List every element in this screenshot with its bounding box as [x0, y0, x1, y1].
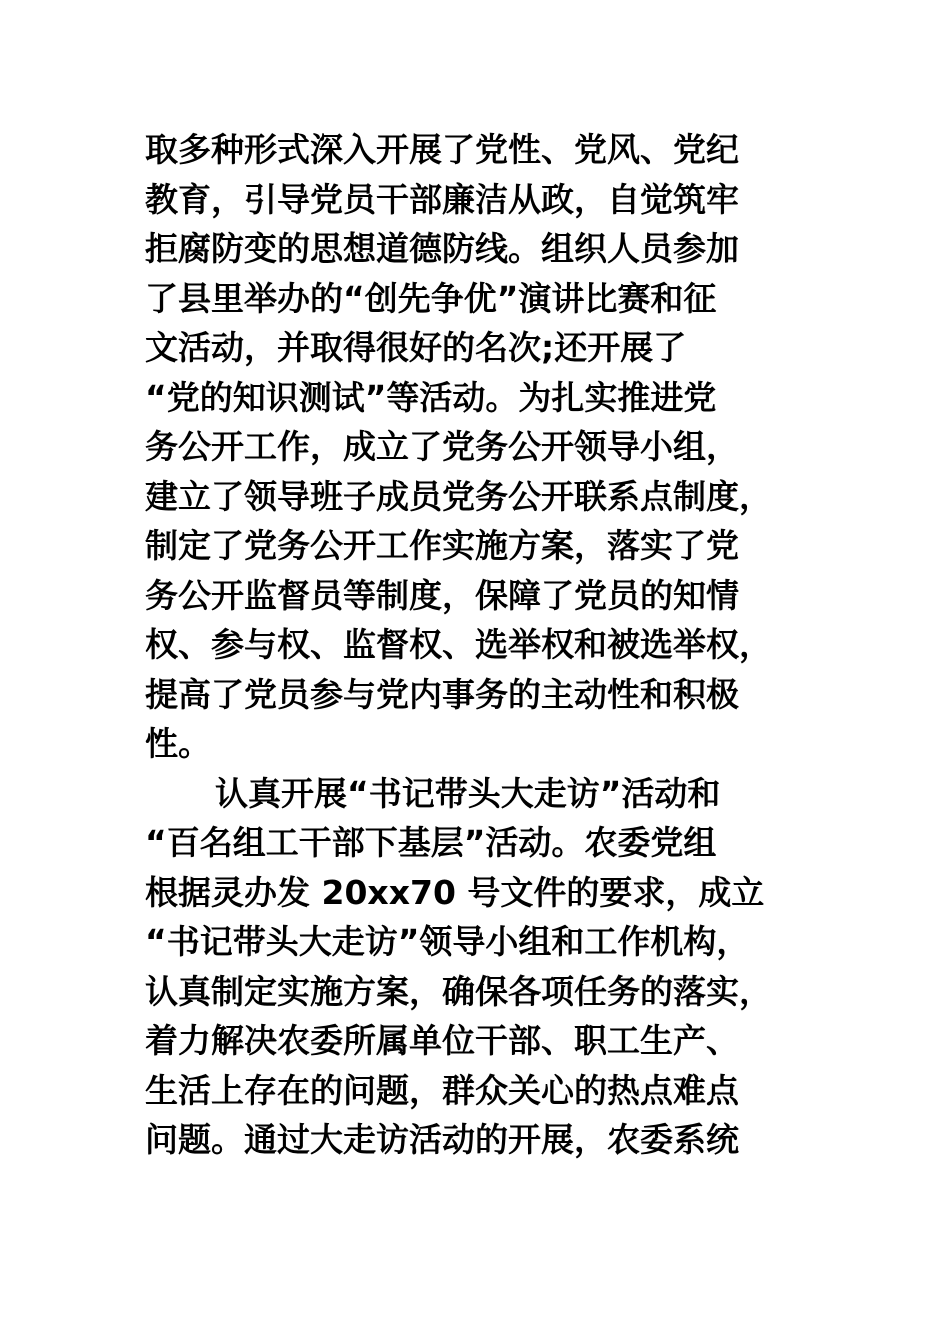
text-line: 问题。通过大走访活动的开展，农委系统 — [145, 1120, 739, 1159]
text-line: 务公开工作，成立了党务公开领导小组， — [145, 427, 739, 466]
text-line: 权、参与权、监督权、选举权和被选举权， — [145, 625, 772, 664]
text-line: 务公开监督员等制度，保障了党员的知情 — [145, 575, 739, 615]
text-line: “百名组工干部下基层”活动。农委党组 — [145, 823, 717, 862]
text-line-indented: 认真开展“书记带头大走访”活动和 — [215, 773, 721, 813]
text-line: 制定了党务公开工作实施方案，落实了党 — [145, 526, 739, 565]
text-line: 了县里举办的“创先争优”演讲比赛和征 — [145, 278, 717, 318]
text-line: 性。 — [145, 724, 211, 763]
text-line: 拒腐防变的思想道德防线。组织人员参加 — [145, 229, 739, 268]
text-line: 建立了领导班子成员党务公开联系点制度， — [145, 476, 772, 516]
text-line: “书记带头大走访”领导小组和工作机构， — [145, 922, 750, 961]
text-line: 根据灵办发 20xx70 号文件的要求，成立 — [145, 872, 765, 912]
text-line: 认真制定实施方案，确保各项任务的落实， — [145, 971, 772, 1011]
text-line: 教育，引导党员干部廉洁从政，自觉筑牢 — [145, 179, 739, 219]
paragraph-2 — [145, 769, 825, 1165]
text-line: 生活上存在的问题，群众关心的热点难点 — [145, 1070, 739, 1110]
text-line: 着力解决农委所属单位干部、职工生产、 — [145, 1021, 739, 1060]
text-line: “党的知识测试”等活动。为扎实推进党 — [145, 377, 717, 417]
text-line: 文活动，并取得很好的名次;还开展了 — [145, 328, 687, 367]
text-line: 取多种形式深入开展了党性、党风、党纪 — [145, 130, 739, 169]
document-body — [145, 125, 825, 1165]
text-line: 提高了党员参与党内事务的主动性和积极 — [145, 674, 739, 714]
paragraph-1 — [145, 125, 825, 769]
